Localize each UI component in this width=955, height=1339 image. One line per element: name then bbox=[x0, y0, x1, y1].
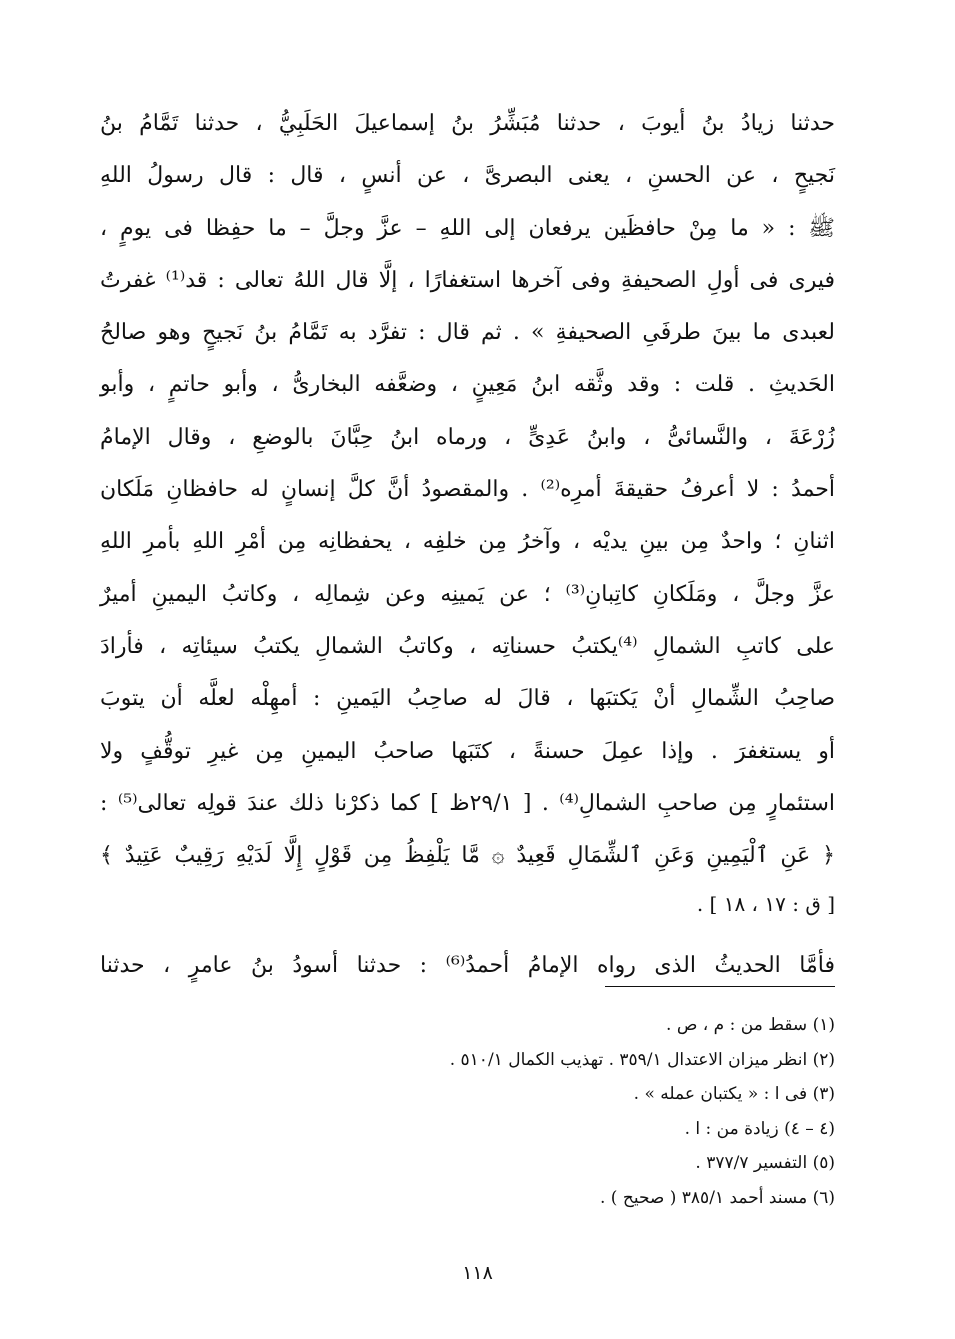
closing-line: فأمَّا الحديثُ الذى رواه الإمامُ أحمدُ⁽⁶⁾ : حدثنا أسودُ بنُ عامرٍ ، حدثنا bbox=[100, 953, 835, 979]
text-line: عزَّ وجلَّ ، ومَلَكانِ كاتِبانِ⁽³⁾ ؛ عن يَمينِه وعن شِمالِه ، وكاتبُ اليمينِ أميرٌ bbox=[100, 581, 835, 607]
page-number: ١١٨ bbox=[462, 1262, 493, 1284]
main-text bbox=[100, 98, 835, 993]
text-line: على كاتبِ الشمالِ ⁽⁴⁾يكتبُ حسناتِه ، وكاتبُ الشمالِ يكتبُ سيئاتِه ، فأرادَ bbox=[100, 633, 835, 659]
footnotes bbox=[300, 1008, 835, 1216]
text-line: نَجيحٍ ، عن الحسنِ ، يعنى البصرىَّ ، عن أنسٍ ، قال : قال رسولُ اللهِ bbox=[100, 163, 835, 189]
text-line: فيرى فى أولِ الصحيفةِ وفى آخرها استغفارًا ، إلَّا قال اللهُ تعالى : قد⁽¹⁾ غفرتُ bbox=[100, 267, 835, 293]
footnote-separator bbox=[605, 986, 835, 987]
footnote: (٦) مسند أحمد ٣٨٥/١ ( صحيح ) . bbox=[600, 1187, 835, 1208]
text-line: أو يستغفرَ . وإذا عمِلَ حسنةً ، كتَبَها صاحبُ اليمينِ مِن غيرِ توقُّفٍ ولا bbox=[100, 738, 835, 764]
text-line: اثنانِ ؛ واحدٌ مِن بينِ يديْه ، وآخرُ مِن خلفِه ، يحفظانِه مِن أمْرِ اللهِ بأمرِ اللهِ bbox=[100, 529, 835, 555]
footnote: (١) سقط من : م ، ص . bbox=[666, 1015, 835, 1035]
footnote: (٢) انظر ميزان الاعتدال ٣٥٩/١ . تهذيب الكمال ٥١٠/١ . bbox=[449, 1049, 835, 1070]
text-line: ﷺ : « ما مِنْ حافظَين يرفعان إلى اللهِ – عزَّ وجلَّ – ما حفِظا فى يومٍ ، bbox=[100, 215, 835, 241]
text-line: أحمدُ : لا أعرفُ حقيقةَ أمرِه⁽²⁾ . والمقصودُ أنَّ كلَّ إنسانٍ له حافظانِ مَلَكان bbox=[100, 477, 836, 503]
footnote: (٥) التفسير ٣٧٧/٧ . bbox=[695, 1153, 835, 1174]
quran-verse: ﴿ عَنِ ٱلْيَمِينِ وَعَنِ ٱلشِّمَالِ قَعِيدٌ ۞ مَّا يَلْفِظُ مِن قَوْلٍ إِلَّا لَدَيْهِ رَقِيبٌ عَتِيدٌ ﴾ bbox=[100, 843, 835, 869]
text-line: الحَديثِ . قلت : وقد وثَّقه ابنُ مَعِينٍ ، وضعَّفه البخارىُّ ، وأبو حاتمٍ ، وأبو bbox=[100, 372, 835, 398]
text-line: استئمارٍ مِن صاحبِ الشمالِ⁽⁴⁾ . [ ٢٩/١ظ ] كما ذكرْنا ذلك عندَ قولِه تعالى⁽⁵⁾ : bbox=[100, 790, 835, 816]
verse-citation: [ ق : ١٧ ، ١٨ ] . bbox=[696, 892, 835, 917]
text-line: صاحِبُ الشِّمالِ أنْ يَكتبَها ، قالَ له صاحِبُ اليَمينِ : أمهِلْه لعلَّه أن يتوبَ bbox=[100, 686, 835, 712]
text-line: زُرْعَةَ ، والنَّسائىُّ ، وابنُ عَدِىٍّ ، ورماه ابنُ حِبَّانَ بالوضعِ ، وقال الإمامُ bbox=[100, 424, 835, 450]
text-line: حدثنا زيادُ بنُ أيوبَ ، حدثنا مُبَشِّرُ بنُ إسماعيلَ الحَلَبِيُّ ، حدثنا تَمَّامُ بنُ bbox=[100, 111, 835, 136]
footnote: (٣) فى ا : « يكتبان عمله » . bbox=[633, 1084, 835, 1105]
footnote: (٤ – ٤) زيادة من : ا . bbox=[684, 1118, 835, 1139]
text-line: لعبدى ما بينَ طرفَىِ الصحيفةِ » . ثم قال : تفرَّد به تَمَّامُ بنُ نَجيحٍ وهو صالحُ bbox=[100, 320, 835, 346]
